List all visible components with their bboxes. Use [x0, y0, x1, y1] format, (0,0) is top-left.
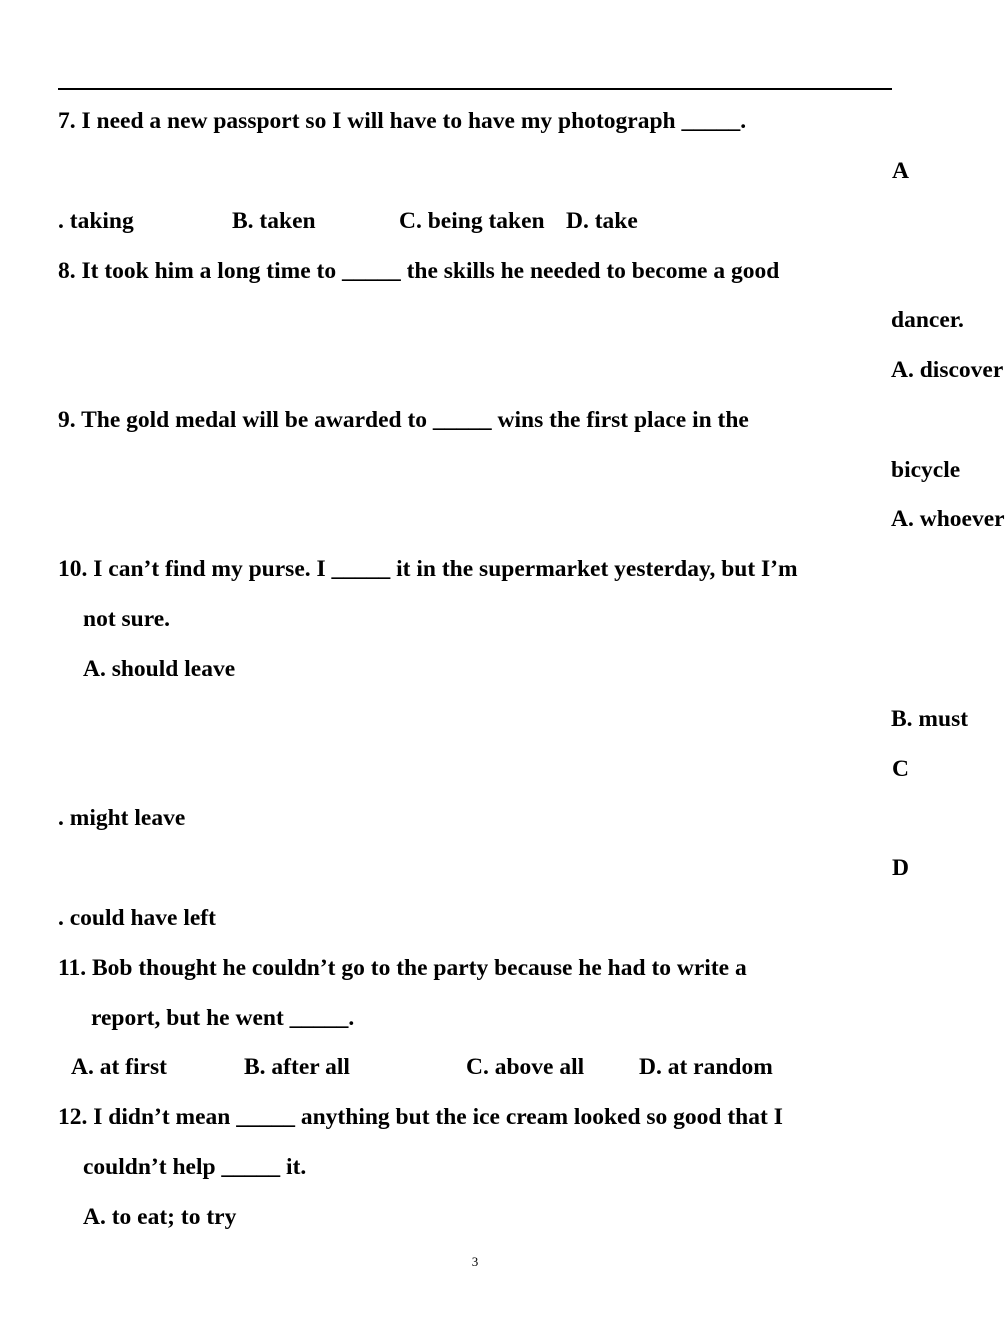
header-rule: [58, 88, 892, 90]
q7-option-c: C. being taken: [399, 208, 545, 234]
q10-stem: 10. I can’t find my purse. I _____ it in the supermarket yesterday, but I’m: [58, 556, 798, 582]
q10-option-b: B. must: [891, 706, 969, 732]
q7-stem: 7. I need a new passport so I will have to have my photograph _____.: [58, 108, 747, 134]
q11-option-b: B. after all: [244, 1054, 350, 1080]
q11-stem: 11. Bob thought he couldn’t go to the party because he had to write a: [58, 955, 747, 981]
q10-option-c-text: . might leave: [58, 805, 186, 831]
q7-option-b: B. taken: [232, 208, 316, 234]
q10-option-a: A. should leave: [83, 656, 236, 682]
q10-stem-continuation: not sure.: [83, 606, 171, 632]
q11-stem-continuation: report, but he went _____.: [91, 1005, 355, 1031]
q8-stem: 8. It took him a long time to _____ the skills he needed to become a good: [58, 258, 780, 284]
q7-option-a-letter: A: [892, 158, 909, 184]
q10-option-d-letter: D: [892, 855, 909, 881]
q7-option-d: D. take: [566, 208, 638, 234]
q8-stem-continuation: dancer.: [891, 307, 964, 333]
q12-stem-continuation: couldn’t help _____ it.: [83, 1154, 307, 1180]
q9-stem-continuation: bicycle: [891, 457, 961, 483]
q10-option-d-text: . could have left: [58, 905, 216, 931]
q10-option-c-letter: C: [892, 756, 909, 782]
q12-stem: 12. I didn’t mean _____ anything but the ice cream looked so good that I: [58, 1104, 783, 1130]
q8-option-a: A. discover: [891, 357, 1004, 383]
q11-option-c: C. above all: [466, 1054, 585, 1080]
q12-option-a: A. to eat; to try: [83, 1204, 237, 1230]
q11-option-a: A. at first: [71, 1054, 167, 1080]
q11-option-d: D. at random: [639, 1054, 773, 1080]
q7-option-a-text: . taking: [58, 208, 134, 234]
q9-stem: 9. The gold medal will be awarded to _____ wins the first place in the: [58, 407, 749, 433]
page-number: 3: [471, 1254, 479, 1269]
q9-option-a: A. whoever: [891, 506, 1005, 532]
